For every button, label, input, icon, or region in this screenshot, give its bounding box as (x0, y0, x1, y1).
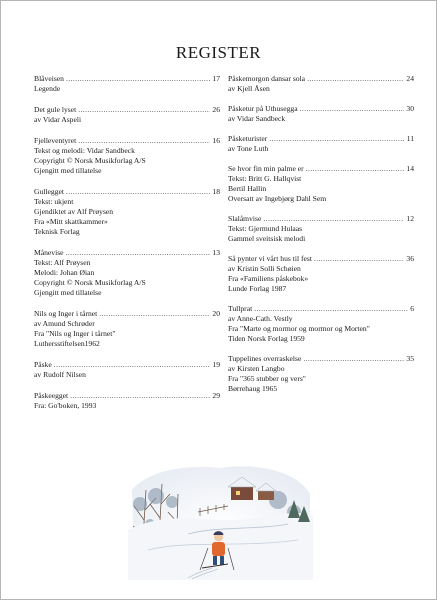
entry-page-number: 20 (212, 309, 220, 318)
entry-title: Påskeegget (34, 391, 69, 400)
entry-title: Månevise (34, 248, 64, 257)
entry-heading (34, 74, 220, 84)
entry-detail-line: Gjengitt med tillatelse (34, 288, 102, 297)
entry-detail-line: Bertil Hallin (228, 184, 267, 193)
dot-leader (303, 354, 404, 364)
entry-detail-line: Fra "365 stubber og vers" (228, 374, 306, 383)
entry-heading (228, 74, 414, 84)
entry-heading (34, 309, 220, 319)
dot-leader (314, 254, 404, 264)
entry-detail-line: Børrehaug 1965 (228, 384, 278, 393)
entry-detail-line: Copyright © Norsk Musikforlag A/S (34, 156, 146, 165)
register-entry (34, 136, 220, 176)
entry-detail-line: av Anne-Cath. Vestly (228, 314, 293, 323)
entry-page-number: 13 (212, 248, 220, 257)
register-entry (228, 354, 414, 394)
entry-detail-line: Fra "Marte og mormor og mormor og Morten" (228, 324, 370, 333)
entry-title: Så pynter vi vårt hus til fest (228, 254, 312, 263)
entry-detail-line: Luthersstiftelsen1962 (34, 339, 100, 348)
dot-leader (66, 187, 210, 197)
entry-detail-line: Oversatt av Ingebjørg Dahl Sem (228, 194, 327, 203)
page-title: REGISTER (175, 43, 262, 62)
entry-heading (34, 248, 220, 258)
dot-leader (263, 214, 404, 224)
entry-heading (228, 304, 414, 314)
entry-detail-line: av Vidar Aspeli (34, 115, 82, 124)
register-entry (34, 309, 220, 349)
entry-heading (228, 254, 414, 264)
register-entry (228, 104, 414, 124)
dot-leader (269, 134, 404, 144)
dot-leader (254, 304, 408, 314)
entry-heading (34, 360, 220, 370)
dot-leader (307, 74, 404, 84)
entry-title: Slalåmvise (228, 214, 262, 223)
entry-title: Se hvor fin min palme er (228, 164, 304, 173)
entry-page-number: 11 (406, 134, 414, 143)
entry-detail-line: av Vidar Sandbeck (228, 114, 286, 123)
register-entry (34, 391, 220, 411)
entry-title: Gullegget (34, 187, 64, 196)
entry-detail-line: Gammel sveitsisk melodi (228, 234, 306, 243)
entry-page-number: 19 (212, 360, 220, 369)
dot-leader (306, 164, 405, 174)
entry-detail-line: Fra «Familiens påskebok» (228, 274, 309, 283)
dot-leader (78, 105, 210, 115)
dot-leader (78, 136, 210, 146)
dot-leader (54, 360, 211, 370)
entry-page-number: 24 (406, 74, 414, 83)
entry-detail-line: Copyright © Norsk Musikforlag A/S (34, 278, 146, 287)
entry-page-number: 26 (212, 105, 220, 114)
entry-title: Tullprat (228, 304, 253, 313)
register-entry (228, 304, 414, 344)
entry-detail-line: Tekst: Alf Prøysen (34, 258, 91, 267)
dot-leader (66, 74, 210, 84)
entry-heading (34, 136, 220, 146)
entry-detail-line: Legende (34, 84, 61, 93)
entry-detail-line: av Kirsten Langbo (228, 364, 285, 373)
winter-cabin-illustration (128, 460, 313, 580)
entry-detail-line: Fra «Mitt skattkammer» (34, 217, 108, 226)
entry-page-number: 6 (410, 304, 414, 313)
dot-leader (99, 309, 210, 319)
entry-detail-line: Fra "Nils og Inger i tårnet" (34, 329, 116, 338)
entry-heading (228, 164, 414, 174)
entry-page-number: 18 (212, 187, 220, 196)
dot-leader (70, 391, 210, 401)
entry-heading (228, 354, 414, 364)
register-entry (228, 134, 414, 154)
entry-heading (228, 104, 414, 114)
register-entry (34, 248, 220, 298)
entry-title: Påsketurister (228, 134, 268, 143)
register-entry (34, 187, 220, 237)
register-entry (228, 74, 414, 94)
entry-page-number: 17 (212, 74, 220, 83)
entry-detail-line: Lunde Forlag 1987 (228, 284, 287, 293)
entry-title: Påskemorgon dansar sola (228, 74, 306, 83)
entry-page-number: 35 (406, 354, 414, 363)
dot-leader (66, 248, 211, 258)
entry-title: Fjelleventyret (34, 136, 77, 145)
entry-detail-line: av Rudolf Nilsen (34, 370, 86, 379)
entry-detail-line: av Tone Luth (228, 144, 269, 153)
register-left-column (34, 74, 220, 411)
entry-heading (34, 187, 220, 197)
entry-detail-line: Gjengitt med tillatelse (34, 166, 102, 175)
entry-heading (34, 105, 220, 115)
register-entry (34, 74, 220, 94)
entry-page-number: 16 (212, 136, 220, 145)
entry-detail-line: Tekst: Britt G. Hallqvist (228, 174, 302, 183)
entry-page-number: 14 (406, 164, 414, 173)
entry-heading (228, 214, 414, 224)
entry-detail-line: av Amund Schrøder (34, 319, 95, 328)
register-right-column (228, 74, 414, 394)
entry-detail-line: av Kristin Solli Schøien (228, 264, 301, 273)
entry-title: Tuppelines overraskelse (228, 354, 302, 363)
register-entry (34, 105, 220, 125)
register-entry (228, 214, 414, 244)
entry-detail-line: Gjendiktet av Alf Prøysen (34, 207, 114, 216)
entry-detail-line: Melodi: Johan Øian (34, 268, 95, 277)
entry-page-number: 36 (406, 254, 414, 263)
entry-detail-line: av Kjell Åsen (228, 84, 270, 93)
entry-detail-line: Tekst: Gjermund Hulaas (228, 224, 303, 233)
entry-page-number: 12 (406, 214, 414, 223)
entry-heading (228, 134, 414, 144)
dot-leader (300, 104, 405, 114)
entry-title: Det gule lyset (34, 105, 77, 114)
register-entry (228, 254, 414, 294)
register-entry (34, 360, 220, 380)
entry-heading (34, 391, 220, 401)
entry-title: Blåveisen (34, 74, 64, 83)
entry-detail-line: Teknisk Forlag (34, 227, 80, 236)
entry-detail-line: Tiden Norsk Forlag 1959 (228, 334, 305, 343)
entry-detail-line: Tekst: ukjent (34, 197, 74, 206)
entry-detail-line: Tekst og melodi: Vidar Sandbeck (34, 146, 135, 155)
entry-page-number: 30 (406, 104, 414, 113)
entry-page-number: 29 (212, 391, 220, 400)
entry-detail-line: Fra: Go'boken, 1993 (34, 401, 97, 410)
entry-title: Påsketur på Uthusegga (228, 104, 298, 113)
entry-title: Påske (34, 360, 52, 369)
register-entry (228, 164, 414, 204)
entry-title: Nils og Inger i tårnet (34, 309, 98, 318)
